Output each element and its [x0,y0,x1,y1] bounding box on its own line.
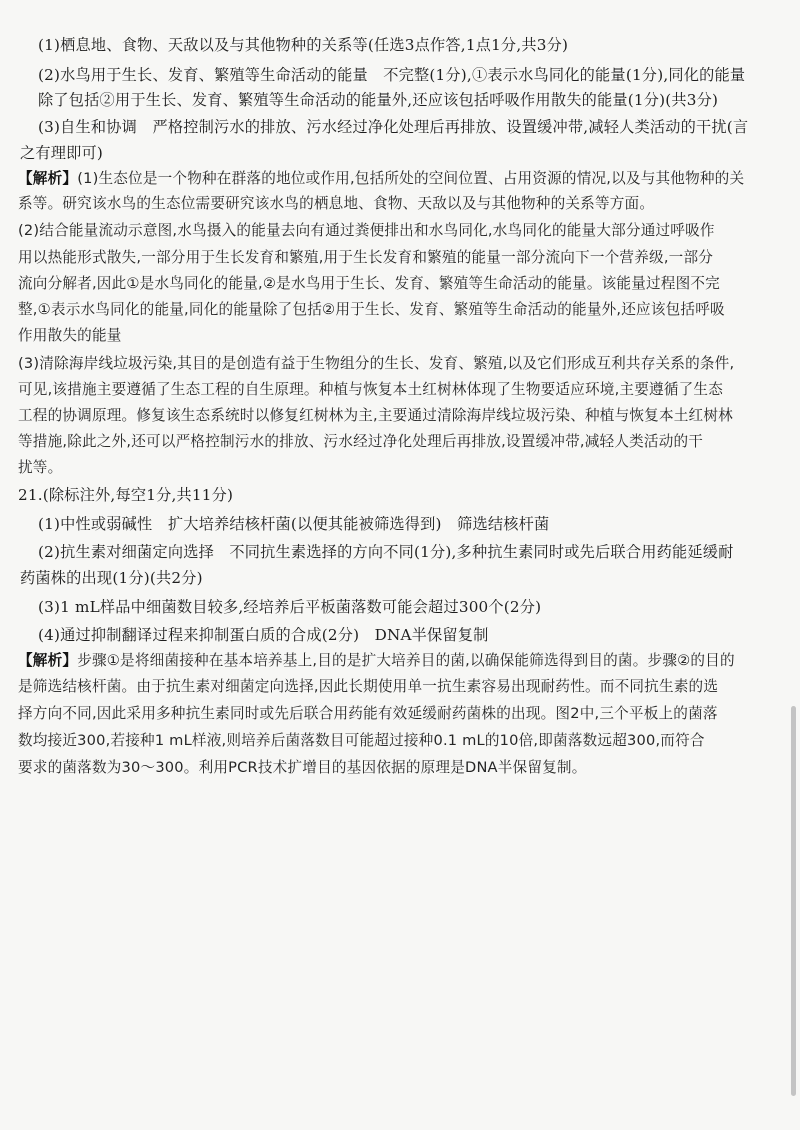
analysis-20-p1-line-2: 系等。研究该水鸟的生态位需要研究该水鸟的栖息地、食物、天敌以及与其他物种的关系等方面。 [18,195,655,212]
answer-21-item-1: (1)中性或弱碱性 扩大培养结核杆菌(以便其能被筛选得到) 筛选结核杆菌 [38,515,550,533]
analysis-20-p2-line-2: 用以热能形式散失,一部分用于生长发育和繁殖,用于生长发育和繁殖的能量一部分流向下一个营养级,一部分 [18,249,714,266]
analysis-21-line-5: 要求的菌落数为30～300。利用PCR技术扩增目的基因依据的原理是DNA半保留复制。 [18,759,587,776]
answer-21-item-4: (4)通过抑制翻译过程来抑制蛋白质的合成(2分) DNA半保留复制 [38,626,489,644]
analysis-21-line-2: 是筛选结核杆菌。由于抗生素对细菌定向选择,因此长期使用单一抗生素容易出现耐药性。而不同抗生素的选 [18,678,719,695]
answer-21-heading: 21.(除标注外,每空1分,共11分) [18,486,234,504]
analysis-20-line-1 [0,168,800,190]
answer-21-item-2-line-2: 药菌株的出现(1分)(共2分) [20,569,203,587]
answer-21-item-3: (3)1 mL样品中细菌数目较多,经培养后平板菌落数可能会超过300个(2分) [38,598,542,616]
analysis-20-p2-line-5: 作用散失的能量 [18,327,122,344]
analysis-20-p2-line-1: (2)结合能量流动示意图,水鸟摄入的能量去向有通过粪便排出和水鸟同化,水鸟同化的能量大部分通过呼吸作 [18,222,715,239]
analysis-20-p3-line-2: 可见,该措施主要遵循了生态工程的自生原理。种植与恢复本土红树林体现了生物要适应环境,主要遵循了生态 [18,381,723,398]
answer-20-item-3-line-1: (3)自生和协调 严格控制污水的排放、污水经过净化处理后再排放、设置缓冲带,减轻人类活动的干扰(言 [38,118,749,136]
answer-20-item-1: (1)栖息地、食物、天敌以及与其他物种的关系等(任选3点作答,1点1分,共3分) [38,36,569,54]
analysis-21-line-3: 择方向不同,因此采用多种抗生素同时或先后联合用药能有效延缓耐药菌株的出现。图2中,三个平板上的菌落 [18,705,718,722]
analysis-21-line-1 [0,650,800,672]
answer-21-item-2-line-1: (2)抗生素对细菌定向选择 不同抗生素选择的方向不同(1分),多种抗生素同时或先后联合用药能延缓耐 [38,543,734,561]
answer-20-item-3-line-2: 之有理即可) [20,144,104,162]
analysis-20-p3-line-1: (3)清除海岸线垃圾污染,其目的是创造有益于生物组分的生长、发育、繁殖,以及它们形成互利共存关系的条件, [18,355,735,372]
analysis-20-p3-line-4: 等措施,除此之外,还可以严格控制污水的排放、污水经过净化处理后再排放,设置缓冲带,减轻人类活动的干 [18,433,704,450]
analysis-20-p1-line-1: (1)生态位是一个物种在群落的地位或作用,包括所处的空间位置、占用资源的情况,以及与其他物种的关 [77,170,745,187]
analysis-21-line-1-text: 步骤①是将细菌接种在基本培养基上,目的是扩大培养目的菌,以确保能筛选得到目的菌。步骤②的目的 [77,652,735,669]
analysis-20-p3-line-3: 工程的协调原理。修复该生态系统时以修复红树林为主,主要通过清除海岸线垃圾污染、种植与恢复本土红树林 [18,407,733,424]
analysis-21-line-4: 数均接近300,若接种1 mL样液,则培养后菌落数目可能超过接种0.1 mL的10倍,即菌落数远超300,而符合 [18,732,705,749]
answer-20-item-2-line-1: (2)水鸟用于生长、发育、繁殖等生命活动的能量 不完整(1分),①表示水鸟同化的能量(1分),同化的能量 [38,66,746,84]
analysis-20-p2-line-3: 流向分解者,因此①是水鸟同化的能量,②是水鸟用于生长、发育、繁殖等生命活动的能量。该能量过程图不完 [18,275,720,292]
analysis-tag: 【解析】 [18,170,78,187]
analysis-20-p2-line-4: 整,①表示水鸟同化的能量,同化的能量除了包括②用于生长、发育、繁殖等生命活动的能量外,还应该包括呼吸 [18,301,725,318]
scrollbar-thumb[interactable] [791,706,796,1096]
analysis-tag: 【解析】 [18,652,78,669]
answer-20-item-2-line-2: 除了包括②用于生长、发育、繁殖等生命活动的能量外,还应该包括呼吸作用散失的能量(1分)(共3分) [38,91,719,109]
analysis-20-p3-line-5: 扰等。 [18,459,63,476]
